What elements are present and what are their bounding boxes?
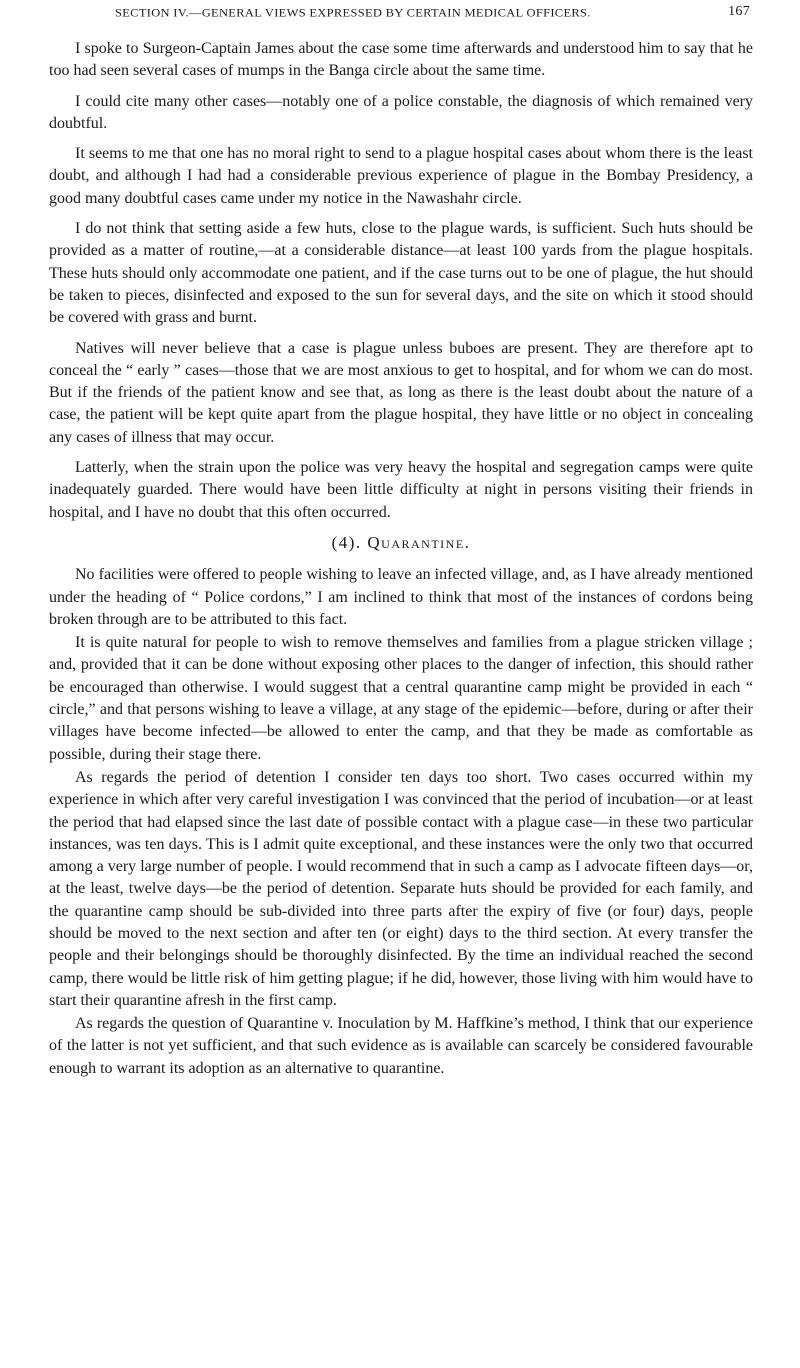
paragraph: As regards the question of Quarantine v. Inoculation by M. Haffkine’s method, I think that our experience of the latter is not yet sufficient, and that such evidence as is available can scarcely be considered favourable enough to warrant its adoption as an alternative to quarantine. [49, 1015, 753, 1077]
paragraph: As regards the period of detention I consider ten days too short. Two cases occurred within my experience in which after very careful investigation I was convinced that the period of incubation—or at least the period that had elapsed since the last date of possible contact with a plague case—in these two particular instances, was ten days. This is I admit quite exceptional, and these instances were the only two that occurred among a very large number of people. I would recommend that in such a camp as I advocate fifteen days—or, at the least, twelve days—be the period of detention. Separate huts should be provided for each family, and the quarantine camp should be sub-divided into three parts after the expiry of five (or four) days, people should be moved to the next section and after ten (or eight) days to the third section. At every transfer the people and their belongings should be thoroughly disinfected. By the time an individual reached the second camp, there would be little risk of him getting plague; if he did, however, those living with him would have to start their quarantine afresh in the first camp. [49, 768, 753, 1009]
section-heading: (4). Quarantine. [331, 532, 471, 552]
paragraph: I spoke to Surgeon-Captain James about the case some time afterwards and understood him to say that he too had seen several cases of mumps in the Banga circle about the same time. [49, 40, 753, 80]
body-text [49, 38, 753, 1081]
paragraph: It is quite natural for people to wish to remove themselves and families from a plague stricken village ; and, provided that it can be done without exposing other places to the danger of infection, this should rather be encouraged than otherwise. I would suggest that a central quarantine camp might be provided in each “ circle,” and that persons wishing to leave a village, at any stage of the epidemic—before, during or after their villages have become infected—be allowed to enter the camp, and that they be made as comfortable as possible, during their stage there. [49, 634, 753, 763]
running-title: SECTION IV.—GENERAL VIEWS EXPRESSED BY CERTAIN MEDICAL OFFICERS. [115, 6, 591, 20]
paragraph: No facilities were offered to people wishing to leave an infected village, and, as I have already mentioned under the heading of “ Police cordons,” I am inclined to think that most of the instances of cordons being broken through are to be attributed to this fact. [49, 566, 753, 628]
paragraph: I could cite many other cases—notably one of a police constable, the diagnosis of which remained very doubtful. [49, 92, 753, 132]
paragraph: Latterly, when the strain upon the police was very heavy the hospital and segregation camps were quite inadequately guarded. There would have been little difficulty at night in persons visiting their friends in hospital, and I have no doubt that this often occurred. [49, 459, 753, 521]
running-header [115, 6, 750, 21]
paragraph: Natives will never believe that a case is plague unless buboes are present. They are therefore apt to conceal the “ early ” cases—those that we are most anxious to get to hospital, and for whom we can do most. But if the friends of the patient know and see that, as long as there is the least doubt about the nature of a case, the patient will be kept quite apart from the plague hospital, they have little or no object in concealing any cases of illness that may occur. [49, 339, 753, 446]
paragraph: It seems to me that one has no moral right to send to a plague hospital cases about whom there is the least doubt, and although I had had a considerable previous experience of plague in the Bombay Presidency, a good many doubtful cases came under my notice in the Nawashahr circle. [49, 145, 753, 207]
page-number: 167 [728, 4, 750, 19]
paragraph: I do not think that setting aside a few huts, close to the plague wards, is sufficient. Such huts should be provided as a matter of routine,—at a considerable distance—at least 100 yards from the plague hospitals. These huts should only accommodate one patient, and if the case turns out to be one of plague, the hut should be taken to pieces, disinfected and exposed to the sun for several days, and the site on which it stood should be covered with grass and burnt. [49, 220, 753, 327]
